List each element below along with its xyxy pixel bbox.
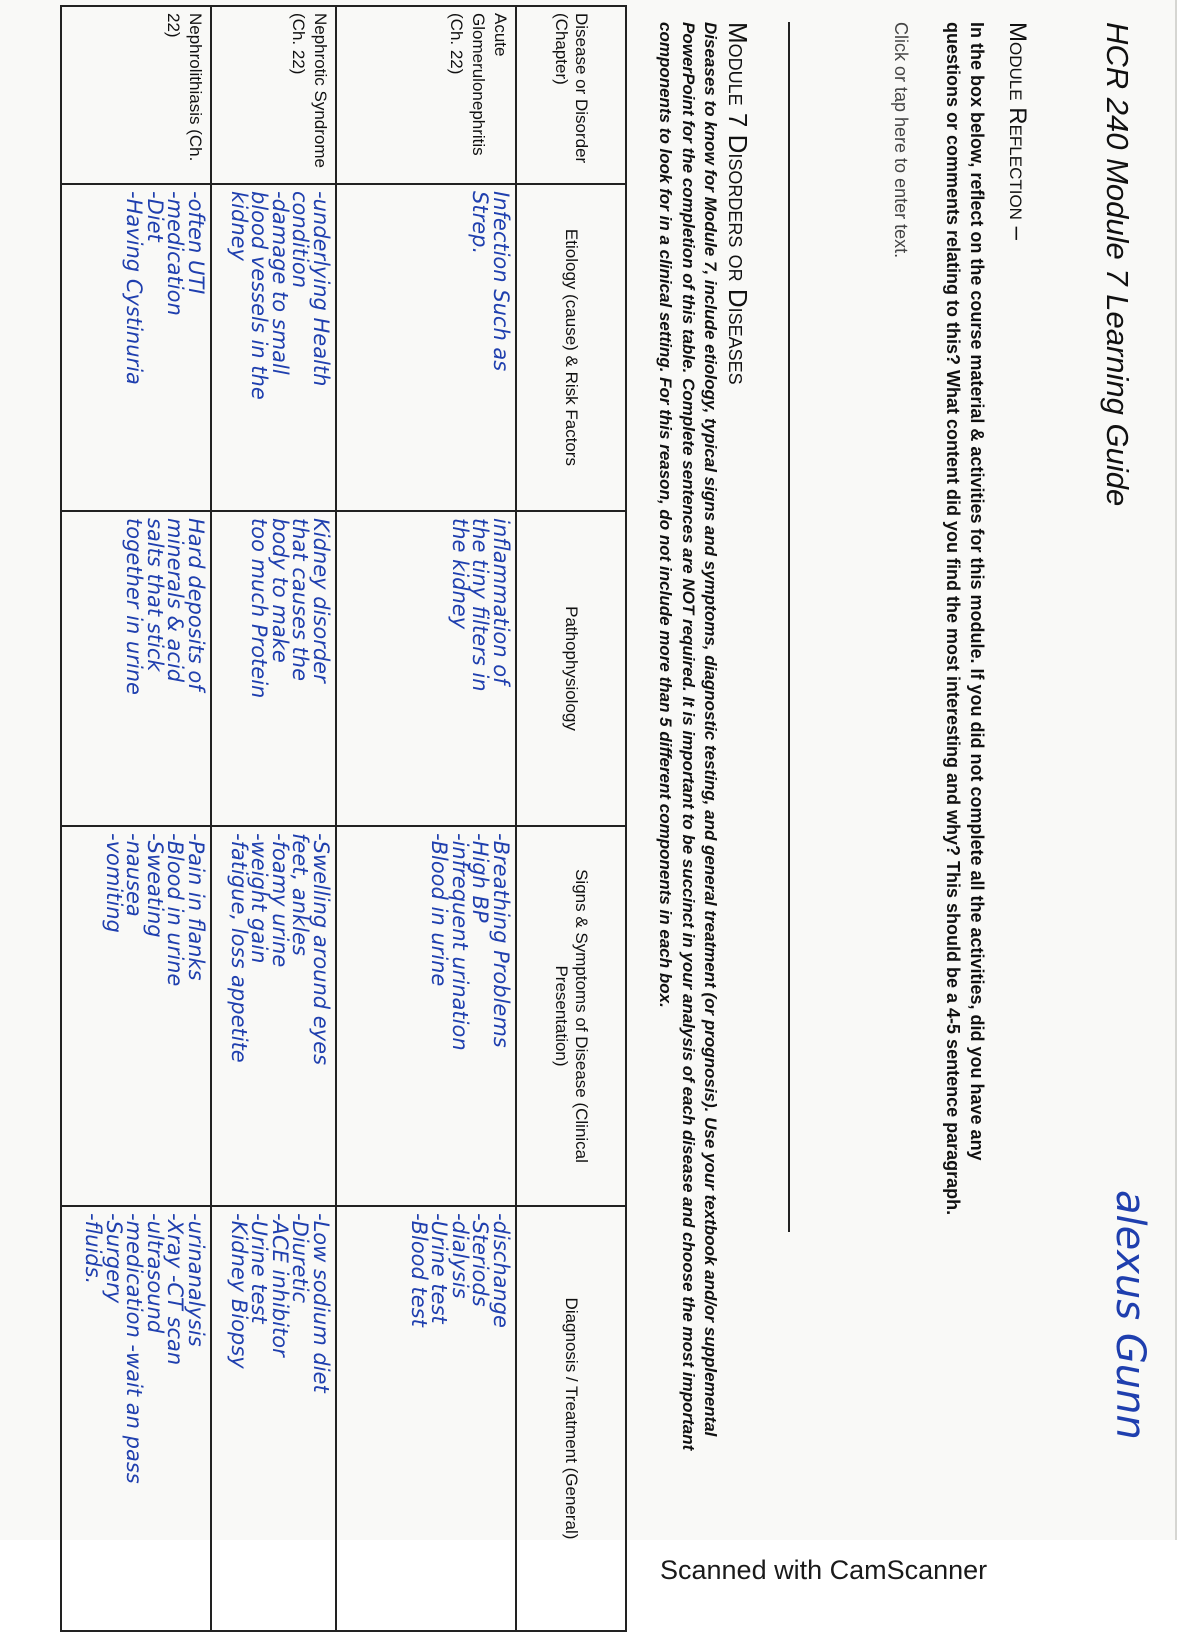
disease-name: Nephrotic Syndrome (Ch. 22) [211,6,336,184]
disease-name: Nephrolithiasis (Ch. 22) [61,6,211,184]
table-row [211,6,336,1631]
table-header-row [516,6,626,1631]
signs-symptoms-cell[interactable]: -Swelling around eyes feet, ankles -foamy urine -weight gain -fatigue, loss appetite [211,826,336,1206]
disorders-table [60,5,627,1632]
table-row [61,6,211,1631]
pathophysiology-cell[interactable]: inflammation of the tiny filters in the kidney [336,511,516,826]
disorders-heading: Module 7 Disorders or Diseases [723,22,753,385]
column-header-pathophysiology: Pathophysiology [516,511,626,826]
reflection-prompt: In the box below, reflect on the course material & activities for this module. If you did not complete all the activities, did you have any questions or comments relating to this? What content did you find the most interesting and why? This should be a 4-5 sentence paragraph. [942,22,987,1216]
diagnosis-treatment-cell[interactable]: -Low sodium diet -Diuretic -ACE inhibitor -Urine test -Kidney Biopsy [211,1206,336,1631]
etiology-cell[interactable]: -underlying Health condition -damage to small blood vessels in the kidney [211,184,336,511]
column-header-signs-symptoms: Signs & Symptoms of Disease (Clinical Presentation) [516,826,626,1206]
column-header-etiology: Etiology (cause) & Risk Factors [516,184,626,511]
pathophysiology-cell[interactable]: Kidney disorder that causes the body to make too much Protein [211,511,336,826]
column-header-diagnosis-treatment: Diagnosis / Treatment (General) [516,1206,626,1631]
disorders-instructions: Diseases to know for Module 7, include etiology, typical signs and symptoms, diagnostic testing, and general treatment (or prognosis). Use your textbook and/or supplemental PowerPoint for the completion of this table. Complete sentences are NOT required. It is important to be succinct in your analysis of each disease and choose the most important components to look for in a clinical setting. For this reason, do not include more than 5 different components in each box. [656,22,720,1451]
table-row [336,6,516,1631]
signs-symptoms-cell[interactable]: -Breathing Problems -High BP -infrequent urination -Blood in urine [336,826,516,1206]
reflection-input-placeholder[interactable]: Click or tap here to enter text. [891,22,911,259]
diagnosis-treatment-cell[interactable]: -dischange -Steriods -dialysis -Urine test -Blood test [336,1206,516,1631]
signs-symptoms-cell[interactable]: -Pain in flanks -Blood in urine -Sweating -nausea -vomiting [61,826,211,1206]
reflection-box-divider [788,22,790,1232]
student-name-handwritten: alexus Gunn [1107,1190,1153,1440]
scanner-watermark: Scanned with CamScanner [660,1555,988,1585]
pathophysiology-cell[interactable]: Hard deposits of minerals & acid salts that stick together in urine [61,511,211,826]
page-title: HCR 240 Module 7 Learning Guide [1100,22,1135,507]
etiology-cell[interactable]: -often UTI -medication -Diet -Having Cystinuria [61,184,211,511]
etiology-cell[interactable]: Infection Such as Strep. [336,184,516,511]
diagnosis-treatment-cell[interactable]: -urinanalysis -Xray -CT scan -ultrasound -medication -wait an pass -Surgery -fluids. [61,1206,211,1631]
disease-name: Acute Glomerulonephritis (Ch. 22) [336,6,516,184]
column-header-disease: Disease or Disorder (Chapter) [516,6,626,184]
reflection-heading: Module Reflection – [1004,22,1031,240]
